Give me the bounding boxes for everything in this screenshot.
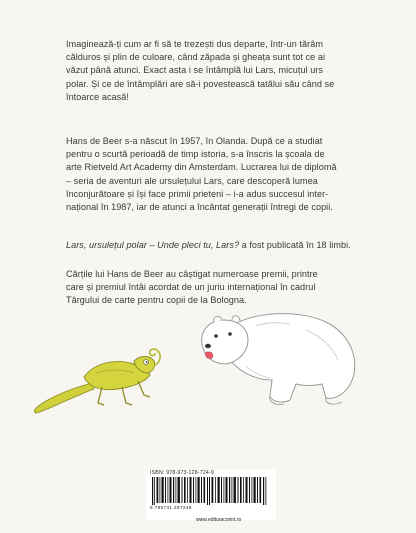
- barcode-area: [146, 470, 276, 520]
- publication-note: [66, 239, 362, 252]
- book-title: Lars, ursulețul polar – Unde pleci tu, Lars?: [66, 240, 240, 250]
- awards-line: care și premiul întâi acordat de un juriu internațional în cadrul: [66, 282, 316, 293]
- publication-line: [66, 239, 362, 252]
- publisher-website: www.edituracorint.ro: [196, 517, 242, 523]
- bio-line: arte Rietveld Art Academy din Amsterdam. Lucrarea lui de diplomă: [66, 162, 337, 173]
- chameleon-illustration: [22, 325, 172, 415]
- bio-line: pentru o scurtă perioadă de timp istoria, s-a înscris la școala de: [66, 149, 325, 160]
- intro-line: polar. Și ce de întâmplări are să-i povestească tatălui său când se: [66, 78, 335, 89]
- bio-line: – seria de aventuri ale ursulețului Lars, care descoperă lumea: [66, 175, 318, 186]
- intro-line: călduros și plin de culoare, când zăpada și gheața sunt tot ce ai: [66, 52, 326, 63]
- intro-paragraph: [66, 38, 362, 104]
- author-bio-paragraph: [66, 135, 362, 214]
- awards-line: Cărțile lui Hans de Beer au câștigat numeroase premii, printre: [66, 269, 318, 279]
- bio-line: Hans de Beer s-a născut în 1957, în Olanda. După ce a studiat: [66, 136, 323, 146]
- bio-line: înconjurătoare și își face primii prieteni – i-a adus succesul inter-: [66, 188, 329, 199]
- publication-rest: a fost publicată în 18 limbi.: [239, 240, 351, 250]
- intro-line: văzut până atunci. Exact asta i se întâmplă lui Lars, micuțul urs: [66, 65, 323, 76]
- intro-line: întoarce acasă!: [66, 91, 129, 102]
- isbn-label: ISBN: 978-973-128-724-9: [150, 470, 215, 476]
- awards-line: Târgului de carte pentru copii de la Bologna.: [66, 295, 247, 306]
- barcode-icon: [150, 477, 272, 505]
- barcode-digits: 9 789731 287249: [150, 505, 192, 510]
- bio-line: național în 1987, iar de atunci a încântat generații întregi de copii.: [66, 202, 333, 213]
- polar-bear-illustration: [186, 300, 371, 410]
- intro-line: Imaginează-ți cum ar fi să te trezești dus departe, într-un tărâm: [66, 39, 323, 49]
